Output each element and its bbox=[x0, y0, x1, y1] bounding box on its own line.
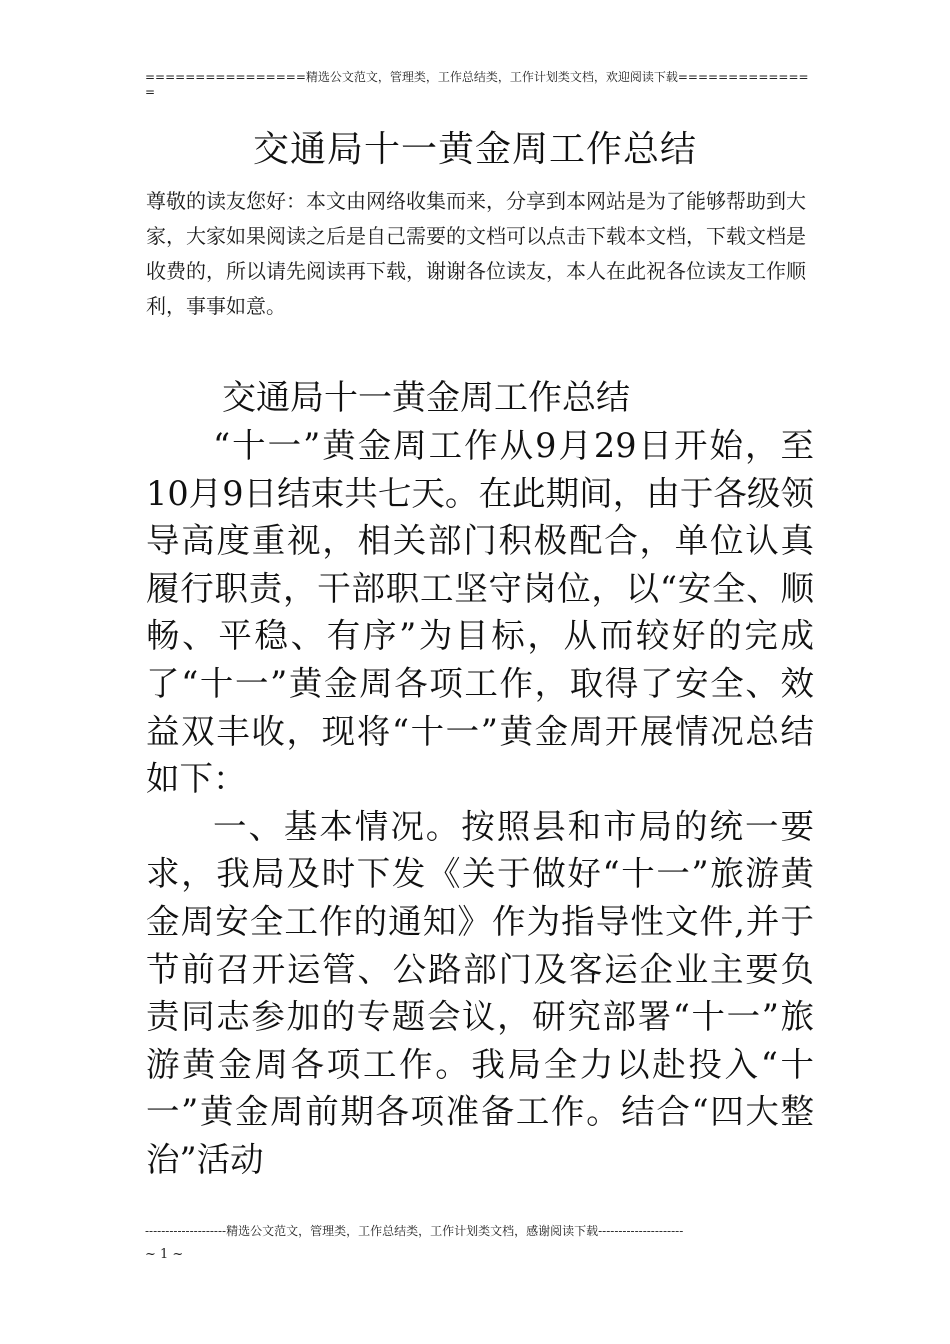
document-title: 交通局十一黄金周工作总结 bbox=[252, 129, 697, 170]
body-text bbox=[146, 422, 814, 1184]
reader-notice: 尊敬的读友您好：本文由网络收集而来，分享到本网站是为了能够帮助到大家，大家如果阅读之后是自己需要的文档可以点击下载本文档，下载文档是收费的，所以请先阅读再下载，谢谢各位读友，本人在此祝各位读友工作顺利，事事如意。 bbox=[146, 189, 806, 318]
paragraph-basic-situation: 一、基本情况。按照县和市局的统一要求，我局及时下发《关于做好“十一”旅游黄金周安全工作的通知》作为指导性文件,并于节前召开运管、公路部门及客运企业主要负责同志参加的专题会议，研究部署“十一”旅游黄金周各项工作。我局全力以赴投入“十一”黄金周前期各项准备工作。结合“四大整治”活动 bbox=[146, 806, 814, 1179]
body-title: 交通局十一黄金周工作总结 bbox=[222, 378, 630, 418]
footer-banner: --------------------精选公文范文，管理类，工作总结类，工作计划类文档，感谢阅读下载--------------------- bbox=[145, 1224, 684, 1238]
page-number: ~ 1 ~ bbox=[145, 1247, 184, 1262]
header-banner: ================精选公文范文，管理类，工作总结类，工作计划类文档，欢迎阅读下载============== bbox=[145, 70, 809, 99]
paragraph-intro: “十一”黄金周工作从9月29日开始，至10月9日结束共七天。在此期间，由于各级领导高度重视，相关部门积极配合，单位认真履行职责，干部职工坚守岗位，以“安全、顺畅、平稳、有序”为目标，从而较好的完成了“十一”黄金周各项工作，取得了安全、效益双丰收，现将“十一”黄金周开展情况总结如下： bbox=[146, 426, 814, 799]
